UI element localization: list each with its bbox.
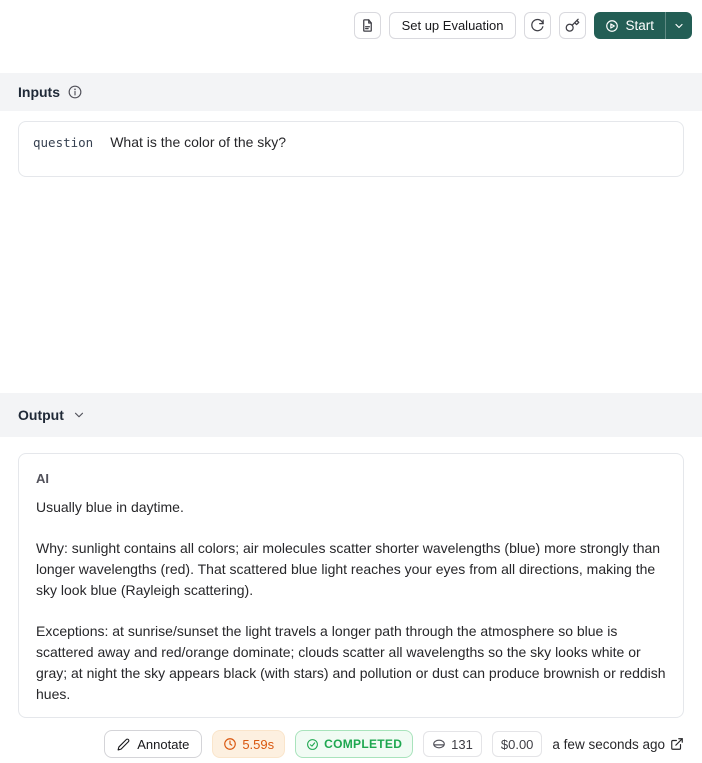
output-card bbox=[18, 453, 684, 718]
run-timestamp bbox=[552, 737, 684, 752]
info-icon[interactable] bbox=[68, 85, 82, 99]
pencil-icon bbox=[117, 738, 130, 751]
input-field-key: question bbox=[33, 135, 94, 150]
timestamp-text: a few seconds ago bbox=[552, 736, 665, 752]
external-link-icon[interactable] bbox=[670, 737, 684, 751]
latency-badge bbox=[212, 730, 285, 758]
top-toolbar bbox=[0, 0, 702, 73]
clock-icon bbox=[223, 737, 237, 751]
start-button-group bbox=[594, 12, 692, 39]
token-coin-icon bbox=[432, 737, 446, 751]
run-stats-footer bbox=[0, 730, 702, 758]
output-paragraph: Exceptions: at sunrise/sunset the light travels a longer path through the atmosphere so blue is scattered away and red/orange dominate; clouds scatter all wavelengths so the sky looks white or gray; at night the sky appears black (with stars) and pollution or dust can produce brownish or reddish hues. bbox=[36, 623, 666, 702]
inputs-title: Inputs bbox=[18, 84, 60, 100]
check-circle-icon bbox=[306, 738, 319, 751]
annotate-button[interactable] bbox=[104, 730, 202, 758]
middle-spacer bbox=[0, 177, 702, 393]
status-value: COMPLETED bbox=[324, 737, 403, 751]
start-button[interactable] bbox=[594, 12, 665, 39]
start-button-label: Start bbox=[625, 18, 654, 33]
collapse-chevron-down-icon[interactable] bbox=[72, 408, 86, 422]
output-paragraph: Why: sunlight contains all colors; air molecules scatter shorter wavelengths (blue) more strongly than longer wavelengths (red). That scattered blue light reaches your eyes from all directions, making the sky look blue (Rayleigh scattering). bbox=[36, 540, 661, 598]
key-icon bbox=[565, 18, 580, 33]
message-role-label: AI bbox=[36, 471, 49, 486]
document-button[interactable] bbox=[354, 12, 381, 39]
inputs-section-header bbox=[0, 73, 702, 111]
play-circle-icon bbox=[605, 19, 619, 33]
latency-value: 5.59s bbox=[242, 736, 275, 752]
cost-value: $0.00 bbox=[500, 736, 534, 752]
status-badge bbox=[295, 730, 413, 758]
token-count-chip bbox=[423, 731, 482, 757]
api-key-button[interactable] bbox=[559, 12, 586, 39]
inputs-card bbox=[18, 121, 684, 177]
chevron-down-icon bbox=[673, 20, 685, 32]
token-count-value: 131 bbox=[451, 736, 473, 752]
output-section-header bbox=[0, 393, 702, 437]
refresh-icon bbox=[530, 18, 545, 33]
start-dropdown-button[interactable] bbox=[666, 12, 692, 39]
document-icon bbox=[360, 18, 375, 33]
set-up-evaluation-button[interactable]: Set up Evaluation bbox=[389, 12, 517, 39]
cost-chip bbox=[492, 731, 543, 757]
refresh-button[interactable] bbox=[524, 12, 551, 39]
output-title: Output bbox=[18, 407, 64, 423]
output-paragraph: Usually blue in daytime. bbox=[36, 499, 184, 515]
input-field-value[interactable]: What is the color of the sky? bbox=[110, 134, 287, 150]
annotate-label: Annotate bbox=[137, 736, 190, 752]
